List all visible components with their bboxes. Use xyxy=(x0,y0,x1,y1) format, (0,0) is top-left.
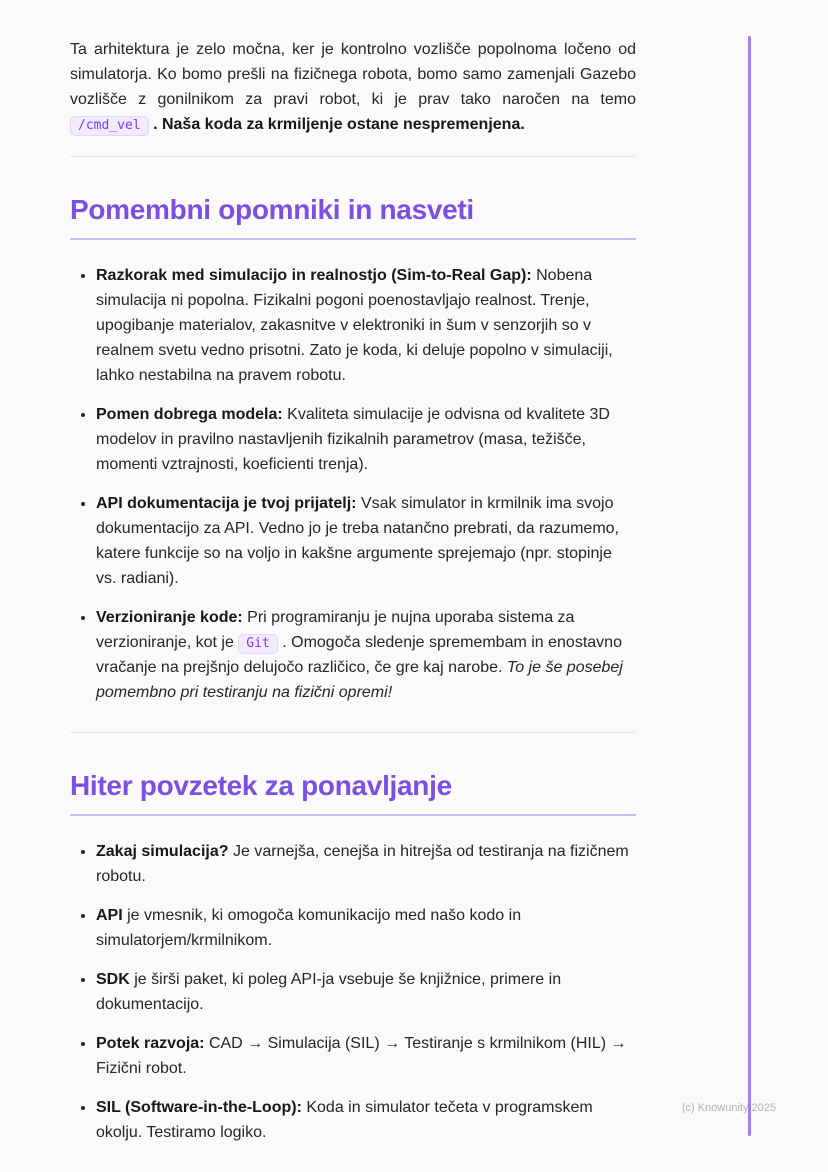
page-scroll-indicator[interactable] xyxy=(748,36,751,1136)
list-item-text: Nobena simulacija ni popolna. Fizikalni pogoni poenostavljajo realnost. Trenje, upogibanje materialov, zakasnitve v elektroniki in šum v senzorjih so v realnem svetu vedno prisotni. Zato je koda, ki deluje popolno v simulaciji, lahko nestabilna na pravem robotu. xyxy=(96,267,613,385)
list-item-lead: SDK xyxy=(96,971,130,989)
intro-text: Ta arhitektura je zelo močna, ker je kontrolno vozlišče popolnoma ločeno od simulatorja. Ko bomo prešli na fizičnega robota, bomo samo zamenjali Gazebo vozlišče z gonilnikom za pravi robot, ki je prav tako naročen na temo xyxy=(70,41,636,108)
list-item-lead: Zakaj simulacija? xyxy=(96,843,229,861)
list-item xyxy=(96,1032,636,1082)
list-item-lead: Razkorak med simulacijo in realnostjo (Sim-to-Real Gap): xyxy=(96,267,532,285)
list-item xyxy=(96,968,636,1018)
list-item-text: Koda in simulator tečeta v programskem okolju. Testiramo logiko. xyxy=(96,1098,593,1141)
section-title-summary: Hiter povzetek za ponavljanje xyxy=(70,769,636,817)
summary-list xyxy=(70,840,636,1146)
list-item-lead: Pomen dobrega modela: xyxy=(96,406,283,424)
list-item-text: je širši paket, ki poleg API-ja vsebuje še knjižnice, primere in dokumentacijo. xyxy=(96,971,562,1014)
list-item-text: Pri programiranju je nujna uporaba sistema za verzioniranje, kot je xyxy=(96,608,575,651)
list-item xyxy=(96,264,636,389)
divider xyxy=(70,156,636,157)
list-item xyxy=(96,840,636,890)
list-item-text: Kvaliteta simulacije je odvisna od kvalitete 3D modelov in pravilno nastavljenih fizikalnih parametrov (masa, težišče, momenti vztrajnosti, koeficienti trenja). xyxy=(96,406,610,474)
code-chip-git: Git xyxy=(238,634,277,654)
list-item xyxy=(96,403,636,478)
list-item xyxy=(96,904,636,954)
list-item-text: Vsak simulator in krmilnik ima svojo dokumentacijo za API. Vedno jo je treba natančno prebrati, da razumemo, katere funkcije so na voljo in kakšne argumente sprejemajo (npr. stopinje vs. radiani). xyxy=(96,495,619,587)
list-item-text: CAD → Simulacija (SIL) → Testiranje s krmilnikom (HIL) → Fizični robot. xyxy=(96,1034,627,1077)
content-area xyxy=(70,38,636,1172)
list-item-lead: Potek razvoja: xyxy=(96,1034,205,1052)
divider xyxy=(70,732,636,733)
list-item xyxy=(96,606,636,706)
list-item-text: je vmesnik, ki omogoča komunikacijo med našo kodo in simulatorjem/krmilnikom. xyxy=(96,907,522,950)
list-item xyxy=(96,1096,636,1146)
list-item xyxy=(96,492,636,592)
notes-list xyxy=(70,264,636,705)
list-item-lead: API xyxy=(96,907,123,925)
intro-bold-text: . Naša koda za krmiljenje ostane nespremenjena. xyxy=(153,115,525,133)
list-item-lead: API dokumentacija je tvoj prijatelj: xyxy=(96,495,357,513)
list-item-italic-note: To je še posebej pomembno pri testiranju na fizični opremi! xyxy=(96,658,623,701)
list-item-text: . Omogoča sledenje spremembam in enostavno vračanje na prejšnjo delujočo različico, če gre kaj narobe. xyxy=(96,633,622,676)
intro-paragraph xyxy=(70,38,636,138)
copyright-text: (c) Knowunity 2025 xyxy=(681,1102,776,1114)
list-item-lead: SIL (Software-in-the-Loop): xyxy=(96,1098,302,1116)
code-chip-cmd-vel: /cmd_vel xyxy=(70,116,149,136)
list-item-lead: Verzioniranje kode: xyxy=(96,608,243,626)
list-item-text: Je varnejša, cenejša in hitrejša od testiranja na fizičnem robotu. xyxy=(96,843,629,886)
section-title-notes: Pomembni opomniki in nasveti xyxy=(70,193,636,241)
